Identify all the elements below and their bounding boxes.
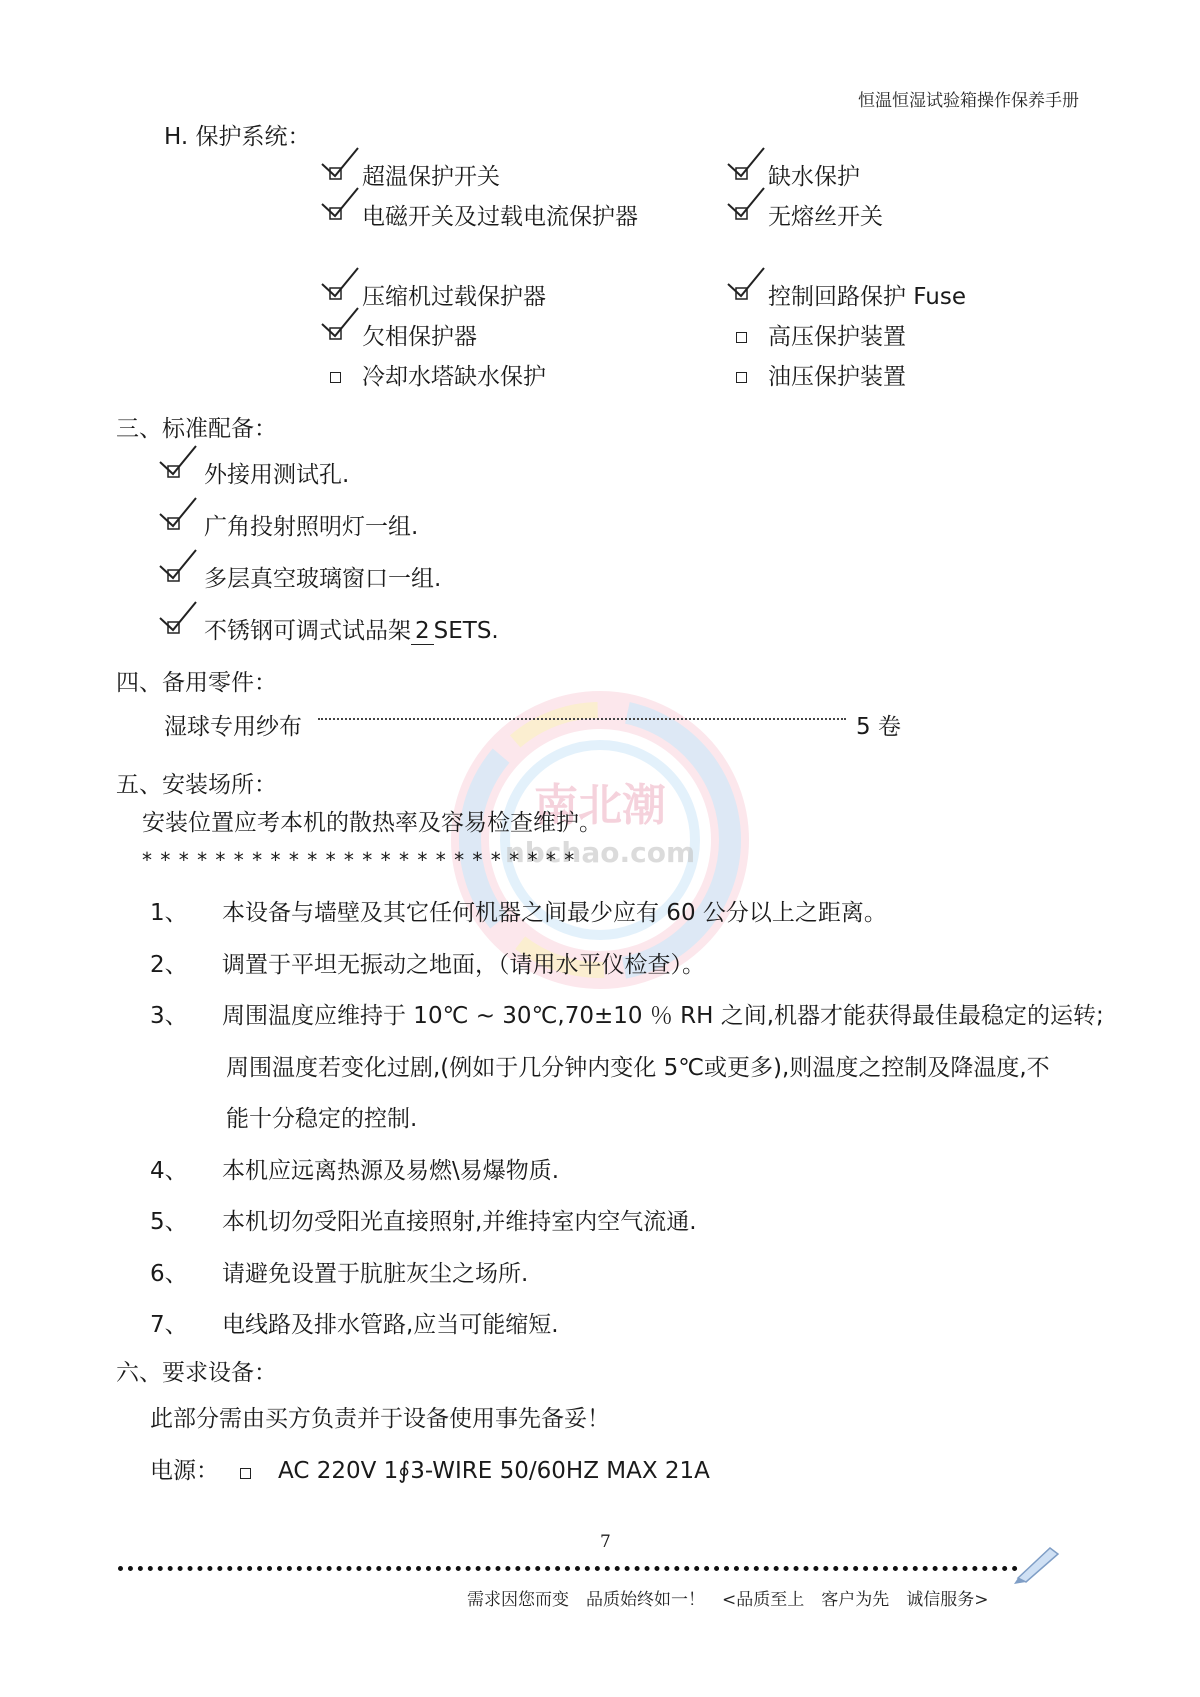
- pencil-icon: [1010, 1540, 1062, 1584]
- install-intro: 安装位置应考本机的散热率及容易检查维护。: [142, 810, 602, 836]
- protection-item-label: 欠相保护器: [362, 324, 477, 350]
- checkbox-empty-icon: [330, 372, 341, 383]
- page-number: 7: [600, 1532, 611, 1552]
- spare-item-label: 湿球专用纱布: [164, 714, 302, 740]
- spare-item-qty: 5 卷: [856, 714, 901, 740]
- list-item-text: 电线路及排水管路,应当可能缩短.: [222, 1312, 559, 1338]
- check-mark-icon: [726, 266, 770, 306]
- spares-section-title: 四、备用零件：: [116, 670, 277, 696]
- list-item-text: 本设备与墙壁及其它任何机器之间最少应有 60 公分以上之距离。: [222, 900, 887, 926]
- list-item-number: 4、: [150, 1157, 188, 1184]
- protection-item-label: 油压保护装置: [768, 364, 906, 390]
- watermark-domain: nbchao.com: [504, 836, 696, 869]
- leader-dots: [318, 718, 846, 720]
- check-mark-icon: [726, 146, 770, 186]
- check-mark-icon: [726, 186, 770, 226]
- list-item-number: 1、: [150, 900, 188, 926]
- required-section-title: 六、要求设备：: [116, 1360, 277, 1386]
- watermark-brand: 南北潮: [534, 780, 666, 831]
- list-item-text: 周围温度若变化过剧,(例如于几分钟内变化 5℃或更多),则温度之控制及降温度,不: [226, 1054, 1050, 1081]
- document-header-title: 恒温恒湿试验箱操作保养手册: [858, 91, 1079, 111]
- list-item-text: 周围温度应维持于 10℃ ~ 30℃,70±10 ％ RH 之间,机器才能获得最佳最稳定的运转;: [222, 1003, 1104, 1029]
- list-item-text: 请避免设置于肮脏灰尘之场所.: [222, 1260, 529, 1287]
- protection-item-label: 压缩机过载保护器: [362, 284, 546, 310]
- protection-item-label: 超温保护开关: [362, 164, 500, 190]
- standard-item: [204, 616, 499, 646]
- check-mark-icon: [158, 600, 202, 640]
- standard-item: [204, 564, 441, 594]
- power-label: 电源：: [150, 1458, 219, 1484]
- standard-item: [204, 512, 418, 542]
- check-mark-icon: [320, 266, 364, 306]
- power-checkbox: [240, 1468, 251, 1479]
- list-item-text: 本机切勿受阳光直接照射,并维持室内空气流通.: [222, 1209, 697, 1235]
- install-section-title: 五、安装场所：: [116, 772, 277, 798]
- check-mark-icon: [320, 186, 364, 226]
- list-item-number: 7、: [150, 1312, 188, 1338]
- protection-item-label: 缺水保护: [768, 164, 860, 190]
- list-item-number: 5、: [150, 1209, 188, 1235]
- check-mark-icon: [158, 496, 202, 536]
- standard-item-label: 外接用测试孔.: [204, 462, 350, 488]
- footer-slogan: 需求因您而变 品质始终如一！ <品质至上 客户为先 诚信服务>: [467, 1590, 989, 1610]
- standard-item-label: 广角投射照明灯一组.: [204, 514, 419, 540]
- standard-item: [204, 460, 349, 490]
- standard-item-label: 多层真空玻璃窗口一组.: [204, 566, 442, 592]
- protection-item-label: 高压保护装置: [768, 324, 906, 350]
- protection-item-label: 电磁开关及过载电流保护器: [362, 204, 638, 230]
- standard-item-suffix: SETS.: [433, 618, 499, 644]
- check-mark-icon: [158, 444, 202, 484]
- check-mark-icon: [158, 548, 202, 588]
- install-star-divider: * * * * * * * * * * * * * * * * * * * * * * * *: [142, 848, 576, 872]
- list-item-number: 2、: [150, 951, 188, 978]
- list-item-text: 调置于平坦无振动之地面，（请用水平仪检查）。: [222, 951, 705, 978]
- protection-item-label: 控制回路保护 Fuse: [768, 284, 966, 310]
- list-item-number: 6、: [150, 1260, 188, 1287]
- footer-dotted-rule: [118, 1566, 1018, 1571]
- check-mark-icon: [320, 306, 364, 346]
- required-note: 此部分需由买方负责并于设备使用事先备妥！: [150, 1406, 610, 1432]
- protection-item-label: 无熔丝开关: [768, 204, 883, 230]
- protection-section-title: H. 保护系统：: [164, 124, 311, 150]
- standard-item-qty: 2: [411, 618, 434, 645]
- check-mark-icon: [320, 146, 364, 186]
- checkbox-empty-icon: [736, 332, 747, 343]
- checkbox-empty-icon: [736, 372, 747, 383]
- protection-item-label: 冷却水塔缺水保护: [362, 364, 546, 390]
- standard-item-label: 不锈钢可调式试品架: [204, 618, 411, 644]
- standard-section-title: 三、标准配备：: [116, 416, 277, 442]
- list-item-text: 能十分稳定的控制.: [226, 1106, 418, 1132]
- list-item-text: 本机应远离热源及易燃\易爆物质.: [222, 1157, 560, 1184]
- list-item-number: 3、: [150, 1003, 188, 1029]
- power-value: AC 220V 1∮3-WIRE 50/60HZ MAX 21A: [278, 1458, 710, 1484]
